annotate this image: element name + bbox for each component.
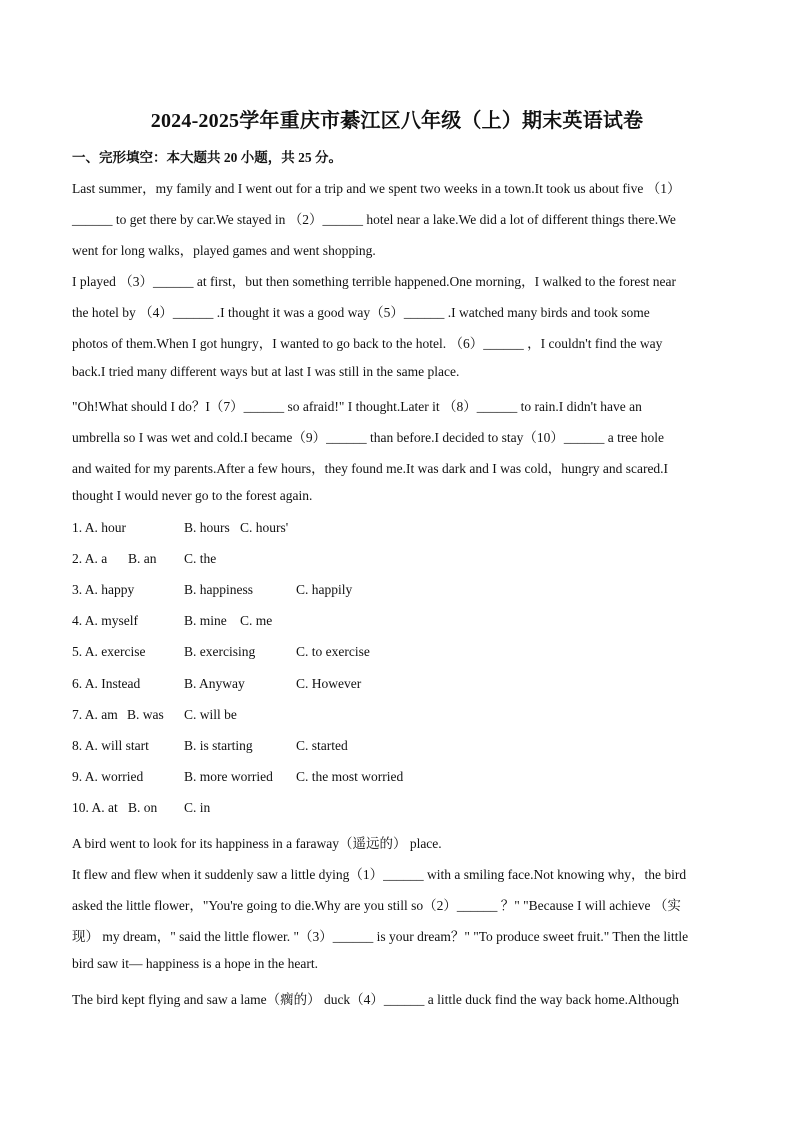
passage-line: and waited for my parents.After a few hours，they found me.It was dark and I was cold，hungry and scared.I (72, 461, 669, 476)
option-c: C. hours' (240, 520, 289, 535)
option-b: B. happiness (184, 582, 253, 597)
passage-line: thought I would never go to the forest again. (72, 488, 313, 503)
passage-line: I played （3）______ at first，but then something terrible happened.One morning，I walked to the forest near (72, 274, 676, 289)
option-c: C. me (240, 613, 273, 628)
option-a: 7. A. am (72, 707, 118, 722)
option-b: B. hours (184, 520, 230, 535)
option-c: C. the most worried (296, 769, 404, 784)
option-b: B. is starting (184, 738, 253, 753)
option-a: 5. A. exercise (72, 644, 146, 659)
option-c: C. to exercise (296, 644, 370, 659)
passage-line: Last summer，my family and I went out for a trip and we spent two weeks in a town.It took us about five （1） (72, 181, 681, 196)
passage-line: the hotel by （4）______ .I thought it was a good way（5）______ .I watched many birds and took some (72, 305, 650, 320)
passage-line: back.I tried many different ways but at last I was still in the same place. (72, 364, 460, 379)
passage-line: "Oh!What should I do？I（7）______ so afraid!" I thought.Later it （8）______ to rain.I didn't have an (72, 399, 642, 414)
option-b: B. exercising (184, 644, 256, 659)
option-b: B. on (128, 800, 158, 815)
option-c: C. happily (296, 582, 353, 597)
option-a: 8. A. will start (72, 738, 149, 753)
option-c: C. in (184, 800, 211, 815)
passage-line: bird saw it— happiness is a hope in the heart. (72, 956, 318, 971)
option-b: B. was (127, 707, 164, 722)
passage-line: photos of them.When I got hungry，I wanted to go back to the hotel. （6）______ ，I couldn't find the way (72, 336, 663, 351)
passage-line: It flew and flew when it suddenly saw a little dying（1）______ with a smiling face.Not knowing why，the bird (72, 867, 687, 882)
passage-line: went for long walks，played games and went shopping. (72, 243, 376, 258)
passage-line: 现） my dream，" said the little flower. "（3）______ is your dream？" "To produce sweet fruit." Then the little (72, 929, 689, 944)
option-a: 3. A. happy (72, 582, 135, 597)
option-c: C. the (184, 551, 217, 566)
passage-line: asked the little flower，"You're going to die.Why are you still so（2）______ ？" "Because I will achieve （实 (72, 898, 681, 913)
option-b: B. more worried (184, 769, 273, 784)
passage-line: umbrella so I was wet and cold.I became（9）______ than before.I decided to stay（10）______ a tree hole (72, 430, 664, 445)
option-c: C. will be (184, 707, 237, 722)
section-heading: 一、完形填空：本大题共 20 小题，共 25 分。 (72, 150, 342, 165)
option-b: B. mine (184, 613, 227, 628)
option-c: C. started (296, 738, 348, 753)
passage-line: The bird kept flying and saw a lame（瘸的） duck（4）______ a little duck find the way back home.Although (72, 992, 679, 1007)
option-a: 6. A. Instead (72, 676, 141, 691)
passage-line: ______ to get there by car.We stayed in （2）______ hotel near a lake.We did a lot of different things there.We (72, 212, 676, 227)
option-a: 9. A. worried (72, 769, 144, 784)
option-b: B. an (128, 551, 157, 566)
option-a: 2. A. a (72, 551, 108, 566)
passage-line: A bird went to look for its happiness in a faraway（遥远的） place. (72, 836, 442, 851)
option-a: 4. A. myself (72, 613, 138, 628)
option-a: 10. A. at (72, 800, 118, 815)
option-c: C. However (296, 676, 362, 691)
option-b: B. Anyway (184, 676, 245, 691)
page-title: 2024-2025学年重庆市綦江区八年级（上）期末英语试卷 (150, 110, 644, 132)
option-a: 1. A. hour (72, 520, 126, 535)
